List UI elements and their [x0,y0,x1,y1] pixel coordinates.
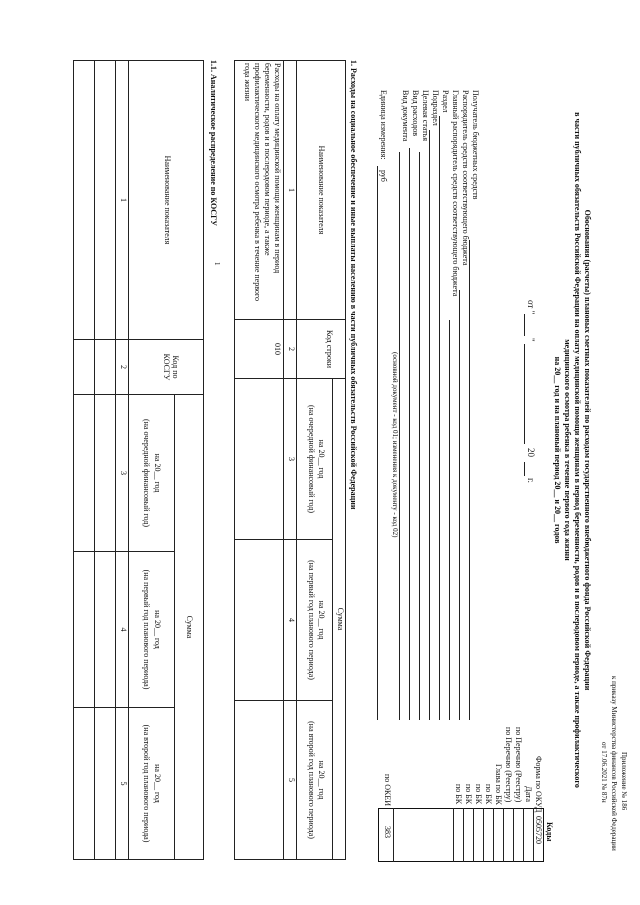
field-section: Раздел [441,90,450,113]
field-chief-manager: Главный распорядитель средств соответствующего бюджета [451,90,460,297]
section11-value-col3[interactable] [94,394,116,552]
section11-col4-year: на 20__ год [153,610,162,649]
section11-num2: 2 [119,365,128,369]
appendix-date: от 17.06.2021 № 87н [600,742,608,803]
section1-num2: 2 [287,347,296,351]
section11-col2-label: Код по КОСГУ [162,353,180,381]
document-title-line2: в части публичных обязательств Российской Федерации на оплату медицинской помощи женщинам в период беременности, родов и в послеродовом периоде, а также профилактического [573,112,582,788]
section1-num4: 4 [287,618,296,622]
section1-num1: 1 [287,188,296,192]
bk-label-2: по БК [474,784,483,805]
section11-num5: 5 [119,781,128,786]
section11-col5-desc: (на второй год планового периода) [142,724,151,843]
field-expense-type: Вид расходов [411,90,420,136]
section1-col5-year: на 20__ год [317,760,326,800]
document-type-note: (основной документ - код 01; изменения к документу - код 02) [391,352,399,538]
section1-col3-desc: (на очередной финансовый год) [307,404,316,514]
document-title-line1: Обоснования (расчеты) плановых сметных показателей по расходам государственного внебюджетного фонда Российской Федерации [583,209,592,691]
unit-label: Единица измерения: [379,90,388,160]
date-quote: " [526,338,536,342]
section1-value-col3[interactable] [234,378,284,540]
section11-value-col4[interactable] [94,551,116,708]
list-label-2: по Перечню (Реестру) [504,727,513,803]
document-title-line3: медицинского осмотра ребенка в течение первого года жизни [563,339,572,561]
field-subsection: Подраздел [431,90,440,126]
section11-header-col5 [128,707,175,860]
section11-header-col4 [128,551,175,708]
section11-sum-label: Сумма [185,615,194,639]
document-title-line4: на 20__ год и на плановый период 20__ и 20__ годов [553,356,562,544]
okei-value: 383 [383,826,392,838]
okei-label: по ОКЕИ [383,774,392,807]
section11-title: 1.1. Аналитическое распределение по КОСГУ [209,60,218,227]
section11-col5-year: на 20__ год [153,764,162,803]
field-target-item: Целевая статья [421,90,430,142]
section1-title: 1. Расходы на социальное обеспечение и иные выплаты населению в части публичных обязательств Российской Федерации [349,60,358,510]
section11-col1-label: Наименование показателя [163,155,172,245]
okud-label: Форма по ОКУД [534,756,543,813]
section1-col1-label: Наименование показателя [317,145,326,235]
bk-label-3: по БК [464,784,473,805]
field-manager: Распорядитель средств соответствующего бюджета [461,90,470,266]
section1-col3-year: на 20__ год [317,439,326,479]
section1-col4-year: на 20__ год [317,600,326,640]
section1-col4-desc: (на первый год планового периода) [307,560,316,680]
date-prefix: от " [526,300,536,315]
section11-num4: 4 [119,627,128,632]
codes-header: Коды [545,822,554,842]
section1-col5-desc: (на второй год планового периода) [307,721,316,839]
section1-num5: 5 [287,778,296,782]
section1-sum-label: Сумма [336,607,345,631]
section1-value-col5[interactable] [234,700,284,860]
appendix-number: Приложение № 186 [620,752,628,811]
glava-label: Глава по БК [494,764,503,805]
appendix-order: к приказу Министерства финансов Российской Федерации [610,676,618,851]
date-year-prefix: 20 [526,448,536,457]
section1-col2-label: Код строки [325,329,334,369]
section1-value-col4[interactable] [234,539,284,701]
bk-label-1: по БК [484,784,493,805]
date-suffix: г. [526,478,536,483]
section1-row-code: 010 [273,343,282,355]
section11-footnote: 1 [213,262,221,266]
section1-num3: 3 [287,457,296,461]
field-document-type: Вид документа [401,90,410,142]
field-recipient: Получатель бюджетных средств [471,90,480,200]
section11-header-col3 [128,394,175,552]
section11-col4-desc: (на первый год планового периода) [142,569,151,690]
unit-value: руб [379,170,388,182]
section1-row-text: Расходы на оплату медицинской помощи женщинам в период беременности, родов и в послеродовом периоде, а также профилактического медицинского осмотра ребенка в течение первого года жизни [243,63,282,302]
section11-col3-desc: (на очередной финансовый год) [142,418,151,528]
section1-header-code [296,319,346,379]
section11-col3-year: на 20__ год [153,453,162,493]
section11-data-row [94,60,116,340]
codes-box [378,808,544,862]
section11-value-col5[interactable] [94,707,116,860]
bk-label-4: по БК [454,784,463,805]
date-code-label: Дата [524,786,533,802]
okud-value: 0505720 [534,816,543,844]
list-label-1: по Перечню (Реестру) [514,727,523,803]
section11-num1: 1 [119,198,128,202]
section11-num3: 3 [119,471,128,475]
